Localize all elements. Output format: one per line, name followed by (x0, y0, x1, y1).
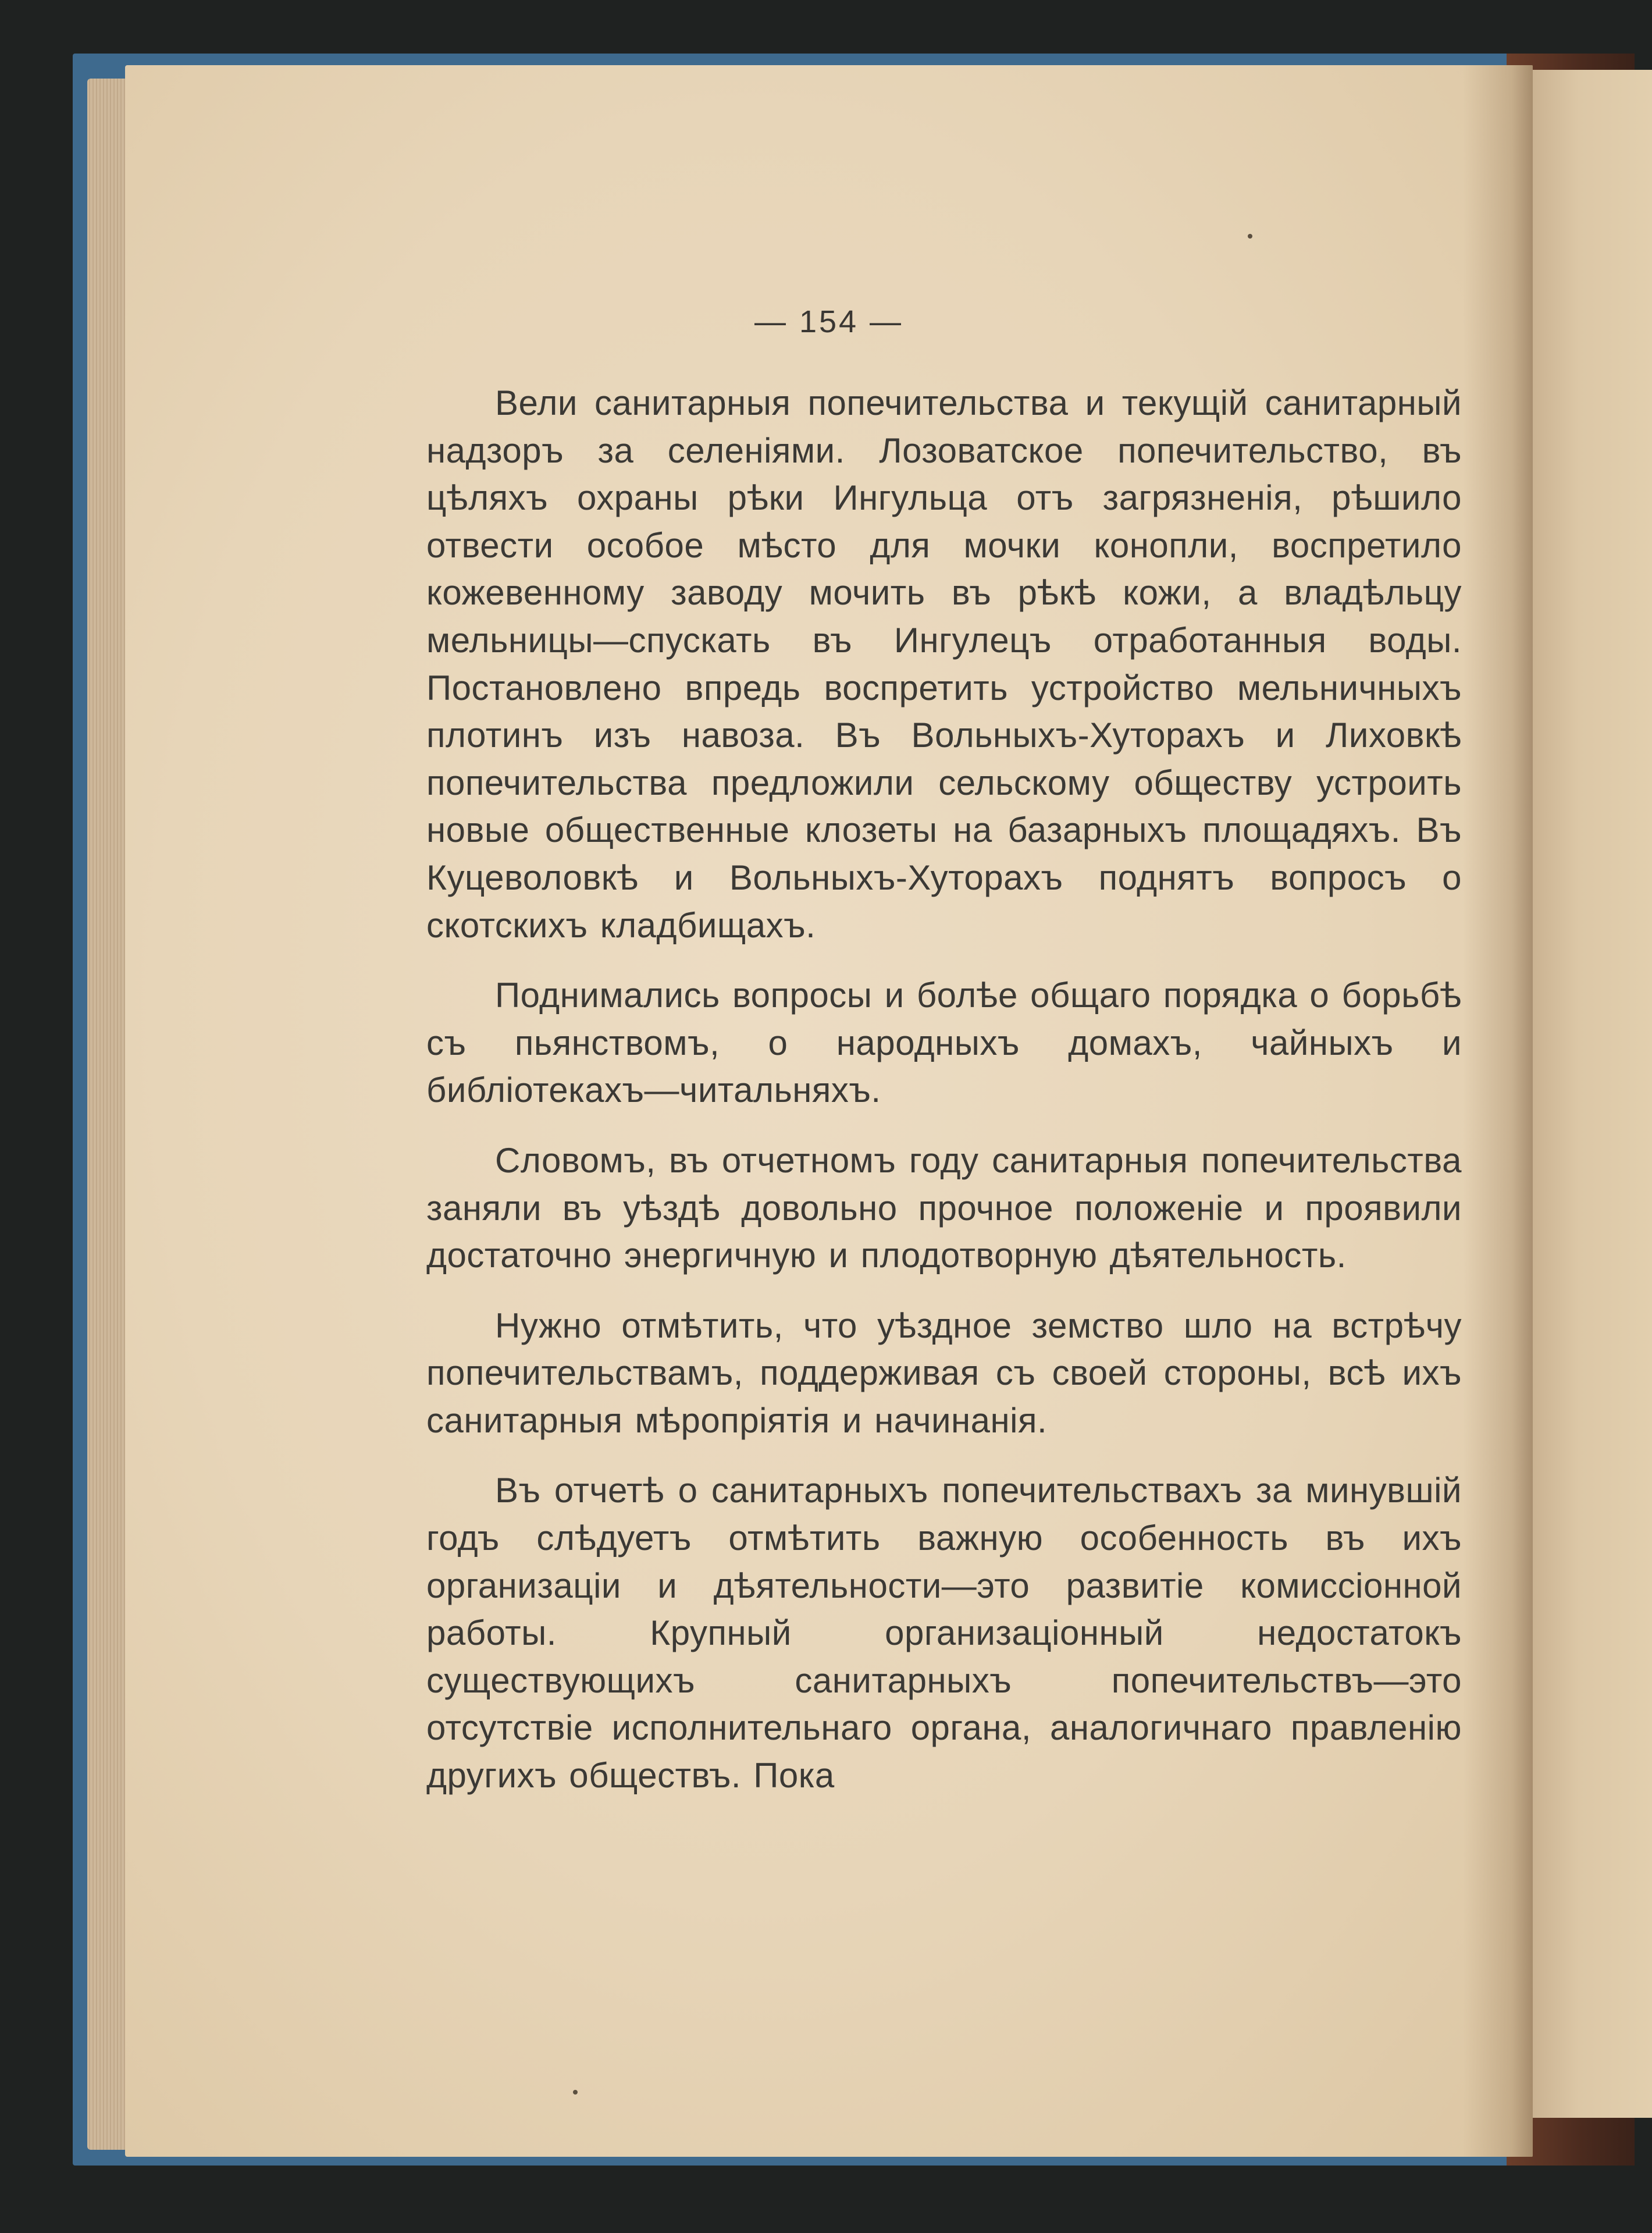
paragraph: Поднимались вопросы и болѣе общаго порядка о борьбѣ съ пьянствомъ, о народныхъ домахъ, чайныхъ и библіотекахъ—читальняхъ. (426, 976, 1462, 1110)
paragraph: Нужно отмѣтить, что уѣздное земство шло на встрѣчу попечительствамъ, поддерживая съ своей стороны, всѣ ихъ санитарныя мѣропріятія и начинанія. (426, 1306, 1462, 1440)
page-number: — 154 — (754, 304, 904, 339)
gutter-shadow (1463, 65, 1533, 2157)
paragraph: Въ отчетѣ о санитарныхъ попечительствахъ за минувшій годъ слѣдуетъ отмѣтить важную особенность въ ихъ организаціи и дѣятельности—это развитіе комиссіонной работы. Крупный организаціонный недостатокъ существующихъ санитарныхъ попечительствъ—это отсутствіе исполнительнаго органа, аналогичнаго правленію другихъ обществъ. Пока (426, 1471, 1462, 1795)
page-text (426, 379, 1462, 1822)
paragraph: Словомъ, въ отчетномъ году санитарныя попечительства заняли въ уѣздѣ довольно прочное положеніе и проявили достаточно энергичную и плодотворную дѣятельность. (426, 1140, 1462, 1275)
book-page (125, 65, 1533, 2157)
ink-speck (1248, 234, 1252, 239)
facing-page-edge (1530, 70, 1652, 2118)
paragraph: Вели санитарныя попечительства и текущій санитарный надзоръ за селеніями. Лозоватское попечительство, въ цѣляхъ охраны рѣки Ингульца отъ загрязненія, рѣшило отвести особое мѣсто для мочки конопли, воспретило кожевенному заводу мочить въ рѣкѣ кожи, а владѣльцу мельницы—спускать въ Ингулецъ отработанныя воды. Постановлено впредь воспретить устройство мельничныхъ плотинъ изъ навоза. Въ Вольныхъ-Хуторахъ и Лиховкѣ попечительства предложили сельскому обществу устроить новые общественные клозеты на базарныхъ площадяхъ. Въ Куцеволовкѣ и Вольныхъ-Хуторахъ поднятъ вопросъ о скотскихъ кладбищахъ. (426, 383, 1462, 945)
ink-speck (573, 2090, 578, 2095)
